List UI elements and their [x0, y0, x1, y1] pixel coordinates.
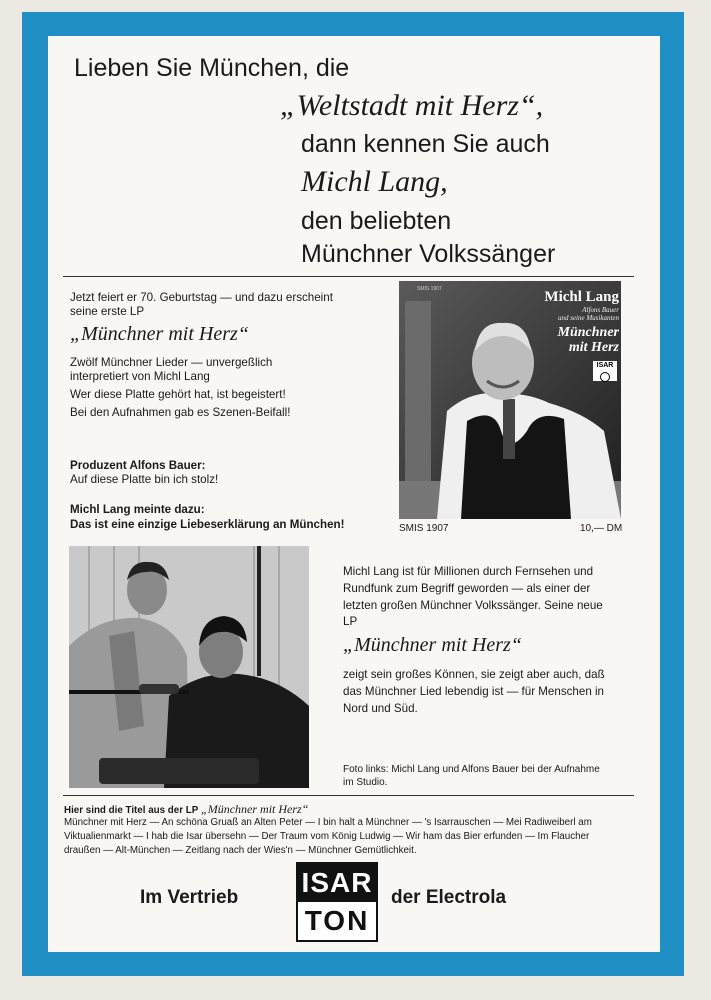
desc-line-3: Wer diese Platte gehört hat, ist begeistert! — [70, 388, 286, 401]
divider-top — [63, 276, 634, 277]
bio-line-1: Michl Lang ist für Millionen durch Fernsehen und — [343, 565, 594, 578]
lang-label: Michl Lang meinte dazu: — [70, 503, 205, 516]
headline-line-6: Münchner Volkssänger — [301, 240, 556, 268]
advertisement-page — [48, 36, 660, 952]
photo-caption-line-1: Foto links: Michl Lang und Alfons Bauer bei der Aufnahme — [343, 764, 600, 775]
tracklist-heading-title: „Münchner mit Herz“ — [201, 802, 309, 816]
album-artist: Michl Lang — [544, 289, 619, 305]
divider-bottom — [63, 795, 634, 796]
tracklist-line-1: Münchner mit Herz — An schöna Gruaß an Alten Peter — I bin halt a Münchner — 's Isarrauschen — Mei Radiweiberl am — [64, 817, 592, 828]
headline-line-4: Michl Lang, — [301, 165, 448, 198]
lang-quote: Das ist eine einzige Liebeserklärung an München! — [70, 518, 345, 531]
headline-line-1: Lieben Sie München, die — [74, 54, 350, 82]
bio-line-5: zeigt sein großes Können, sie zeigt aber auch, daß — [343, 668, 605, 681]
album-cover — [399, 281, 621, 519]
bio-line-7: Nord und Süd. — [343, 702, 418, 715]
desc-line-4: Bei den Aufnahmen gab es Szenen-Beifall! — [70, 406, 291, 419]
producer-label: Produzent Alfons Bauer: — [70, 459, 206, 472]
desc-line-2: interpretiert von Michl Lang — [70, 370, 210, 383]
studio-photo-image — [69, 546, 309, 788]
album-price: 10,— DM — [580, 523, 623, 534]
album-title-2: mit Herz — [568, 340, 619, 355]
intro-line-2: seine erste LP — [70, 305, 145, 318]
tracklist-line-2: Viktualienmarkt — I hab die Isar übersehn — Der Traum vom König Ludwig — Wir ham das Bier erfunden — Im Flaucher — [64, 831, 590, 842]
tracklist-heading — [64, 802, 308, 817]
producer-quote: Auf diese Platte bin ich stolz! — [70, 473, 219, 486]
headline-line-3: dann kennen Sie auch — [301, 130, 550, 158]
bio-line-6: das Münchner Lied lebendig ist — für Menschen in — [343, 685, 605, 698]
tracklist-heading-label: Hier sind die Titel aus der LP — [64, 805, 199, 816]
distribution-left: Im Vertrieb — [140, 887, 239, 908]
isar-badge-text: ISAR — [596, 362, 614, 369]
isar-badge — [593, 361, 617, 381]
lp-title-left: „Münchner mit Herz“ — [70, 323, 249, 345]
catalog-number: SMIS 1907 — [399, 523, 449, 534]
headline-line-2: „Weltstadt mit Herz“, — [280, 89, 544, 122]
bio-line-3: letzten großen Münchner Volkssänger. Seine neue — [343, 599, 603, 612]
headline-line-5: den beliebten — [301, 207, 452, 235]
intro-line-1: Jetzt feiert er 70. Geburtstag — und dazu erscheint — [70, 291, 333, 304]
desc-line-1: Zwölf Münchner Lieder — unvergeßlich — [70, 356, 273, 369]
album-sub-2: und seine Musikanten — [557, 314, 619, 322]
album-code-small: SMIS 1907 — [417, 286, 442, 292]
record-icon — [600, 372, 610, 382]
logo-bottom: TON — [304, 905, 370, 936]
tracklist-line-3: draußen — Alt-München — Zeitlang nach der Wies'n — Münchner Gemütlichkeit. — [64, 845, 417, 856]
bio-line-2: Rundfunk zum Begriff geworden — als einer der — [343, 582, 591, 595]
lp-title-right: „Münchner mit Herz“ — [343, 634, 522, 656]
studio-photo — [69, 546, 309, 788]
photo-caption-line-2: im Studio. — [343, 777, 388, 788]
album-sub-1: Alfons Bauer — [582, 306, 619, 314]
logo-top: ISAR — [298, 864, 376, 902]
bio-line-4: LP — [343, 615, 358, 628]
album-title-1: Münchner — [557, 325, 619, 340]
distribution-right: der Electrola — [391, 887, 507, 908]
isarton-logo — [296, 862, 378, 942]
